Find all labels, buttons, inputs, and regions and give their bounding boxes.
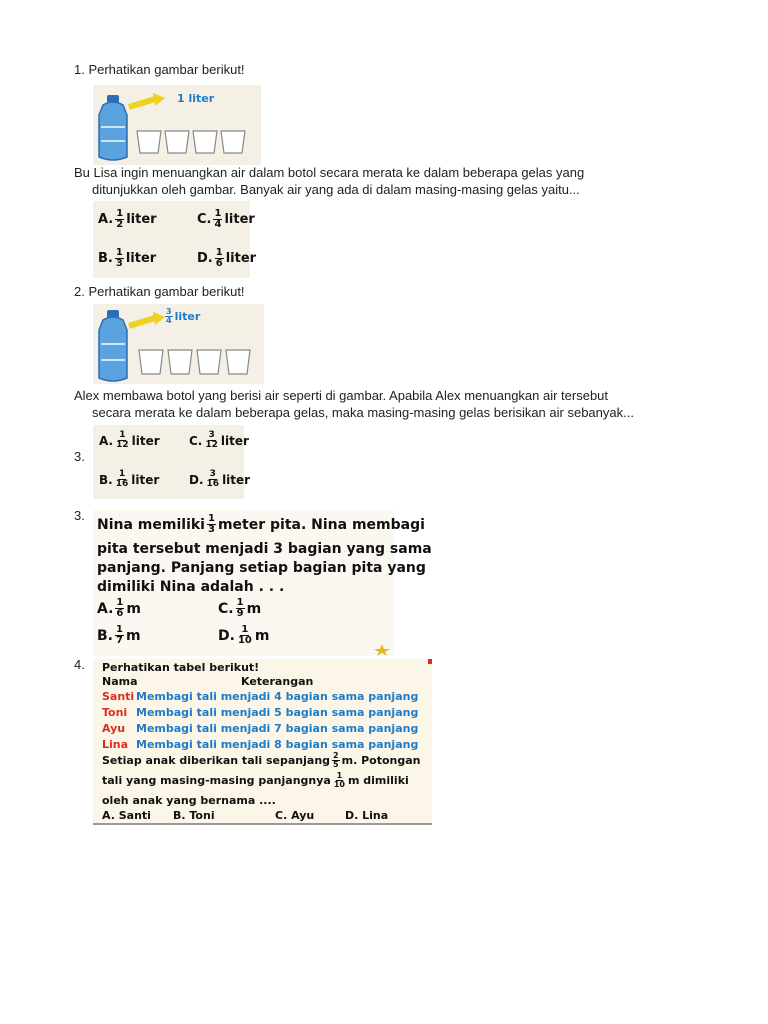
q2-number-marker: 3.	[74, 449, 85, 464]
q4-row-name: Lina	[102, 738, 129, 751]
q4-answer-c: C. Ayu	[275, 809, 315, 822]
q3-option-a: A. $\frac{1}{6}$ m	[97, 597, 141, 619]
q4-title: Perhatikan tabel berikut!	[102, 661, 260, 674]
q3-number: 3.	[74, 508, 85, 523]
q1-text-line1: Bu Lisa ingin menuangkan air dalam botol secara merata ke dalam beberapa gelas yang	[74, 165, 585, 180]
q4-row-name: Ayu	[102, 722, 126, 735]
q4-question-line1: Setiap anak diberikan tali sepanjang $\frac{2}{5}$ m. Potongan	[102, 751, 421, 769]
q3-line3: panjang. Panjang setiap bagian pita yang	[97, 560, 426, 576]
q2-text-line2: secara merata ke dalam beberapa gelas, maka masing-masing gelas berisikan air sebanyak...	[92, 405, 634, 420]
q2-option-d: D. $\frac{3}{16}$ liter	[189, 469, 251, 489]
q4-row-name: Santi	[102, 690, 135, 703]
q4-row-desc: Membagi tali menjadi 7 bagian sama panjang	[136, 722, 419, 735]
q4-col-desc: Keterangan	[241, 675, 314, 688]
q1-option-a: A. $\frac{1}{2}$ liter	[98, 208, 157, 230]
image-bottom-border	[93, 823, 432, 825]
q1-question-text	[74, 164, 584, 198]
q4-row-name: Toni	[102, 706, 128, 719]
q3-option-c: C. $\frac{1}{9}$ m	[218, 597, 262, 619]
star-decoration-icon	[374, 644, 390, 656]
q3-option-b: B. $\frac{1}{7}$ m	[97, 624, 141, 646]
q4-answer-d: D. Lina	[345, 809, 389, 822]
q4-question-line3: oleh anak yang bernama ....	[102, 794, 276, 807]
q1-bottle-glasses-image	[93, 85, 261, 165]
q2-option-a: A. $\frac{1}{12}$ liter	[99, 430, 160, 450]
q4-question-line2: tali yang masing-masing panjangnya $\frac{1}{10}$ m dimiliki	[102, 771, 409, 789]
q4-number: 4.	[74, 657, 85, 672]
q3-option-d: D. $\frac{1}{10}$ m	[218, 624, 270, 646]
q3-line1: Nina memiliki $\frac{1}{3}$ meter pita. Nina membagi	[97, 513, 425, 535]
red-corner-mark	[428, 659, 432, 664]
q3-question-image	[93, 510, 432, 656]
q2-option-c: C. $\frac{3}{12}$ liter	[189, 430, 249, 450]
q1-heading: 1. Perhatikan gambar berikut!	[74, 62, 245, 77]
q1-option-b: B. $\frac{1}{3}$ liter	[98, 247, 157, 269]
q2-bottle-glasses-image	[93, 304, 264, 384]
q2-image-label: $\frac{3}{4}$ liter	[166, 307, 201, 325]
q4-answer-b: B. Toni	[173, 809, 215, 822]
q2-question-text	[74, 387, 634, 421]
q1-image-label: 1 liter	[177, 92, 215, 105]
q4-row-desc: Membagi tali menjadi 5 bagian sama panjang	[136, 706, 419, 719]
q2-text-line1: Alex membawa botol yang berisi air seperti di gambar. Apabila Alex menuangkan air tersebut	[74, 388, 609, 403]
q1-option-c: C. $\frac{1}{4}$ liter	[197, 208, 255, 230]
q4-col-name: Nama	[102, 675, 138, 688]
q1-text-line2: ditunjukkan oleh gambar. Banyak air yang ada di dalam masing-masing gelas yaitu...	[92, 182, 580, 197]
q2-heading: 2. Perhatikan gambar berikut!	[74, 284, 245, 299]
q4-answer-a: A. Santi	[102, 809, 151, 822]
q4-row-desc: Membagi tali menjadi 4 bagian sama panjang	[136, 690, 419, 703]
q4-row-desc: Membagi tali menjadi 8 bagian sama panjang	[136, 738, 419, 751]
q2-options-image	[93, 425, 251, 499]
q4-table-image	[93, 659, 432, 825]
q1-options-image	[93, 201, 257, 278]
q1-option-d: D. $\frac{1}{6}$ liter	[197, 247, 257, 269]
q2-option-b: B. $\frac{1}{16}$ liter	[99, 469, 160, 489]
q3-line2: pita tersebut menjadi 3 bagian yang sama	[97, 541, 432, 557]
q3-line4: dimiliki Nina adalah . . .	[97, 579, 285, 595]
